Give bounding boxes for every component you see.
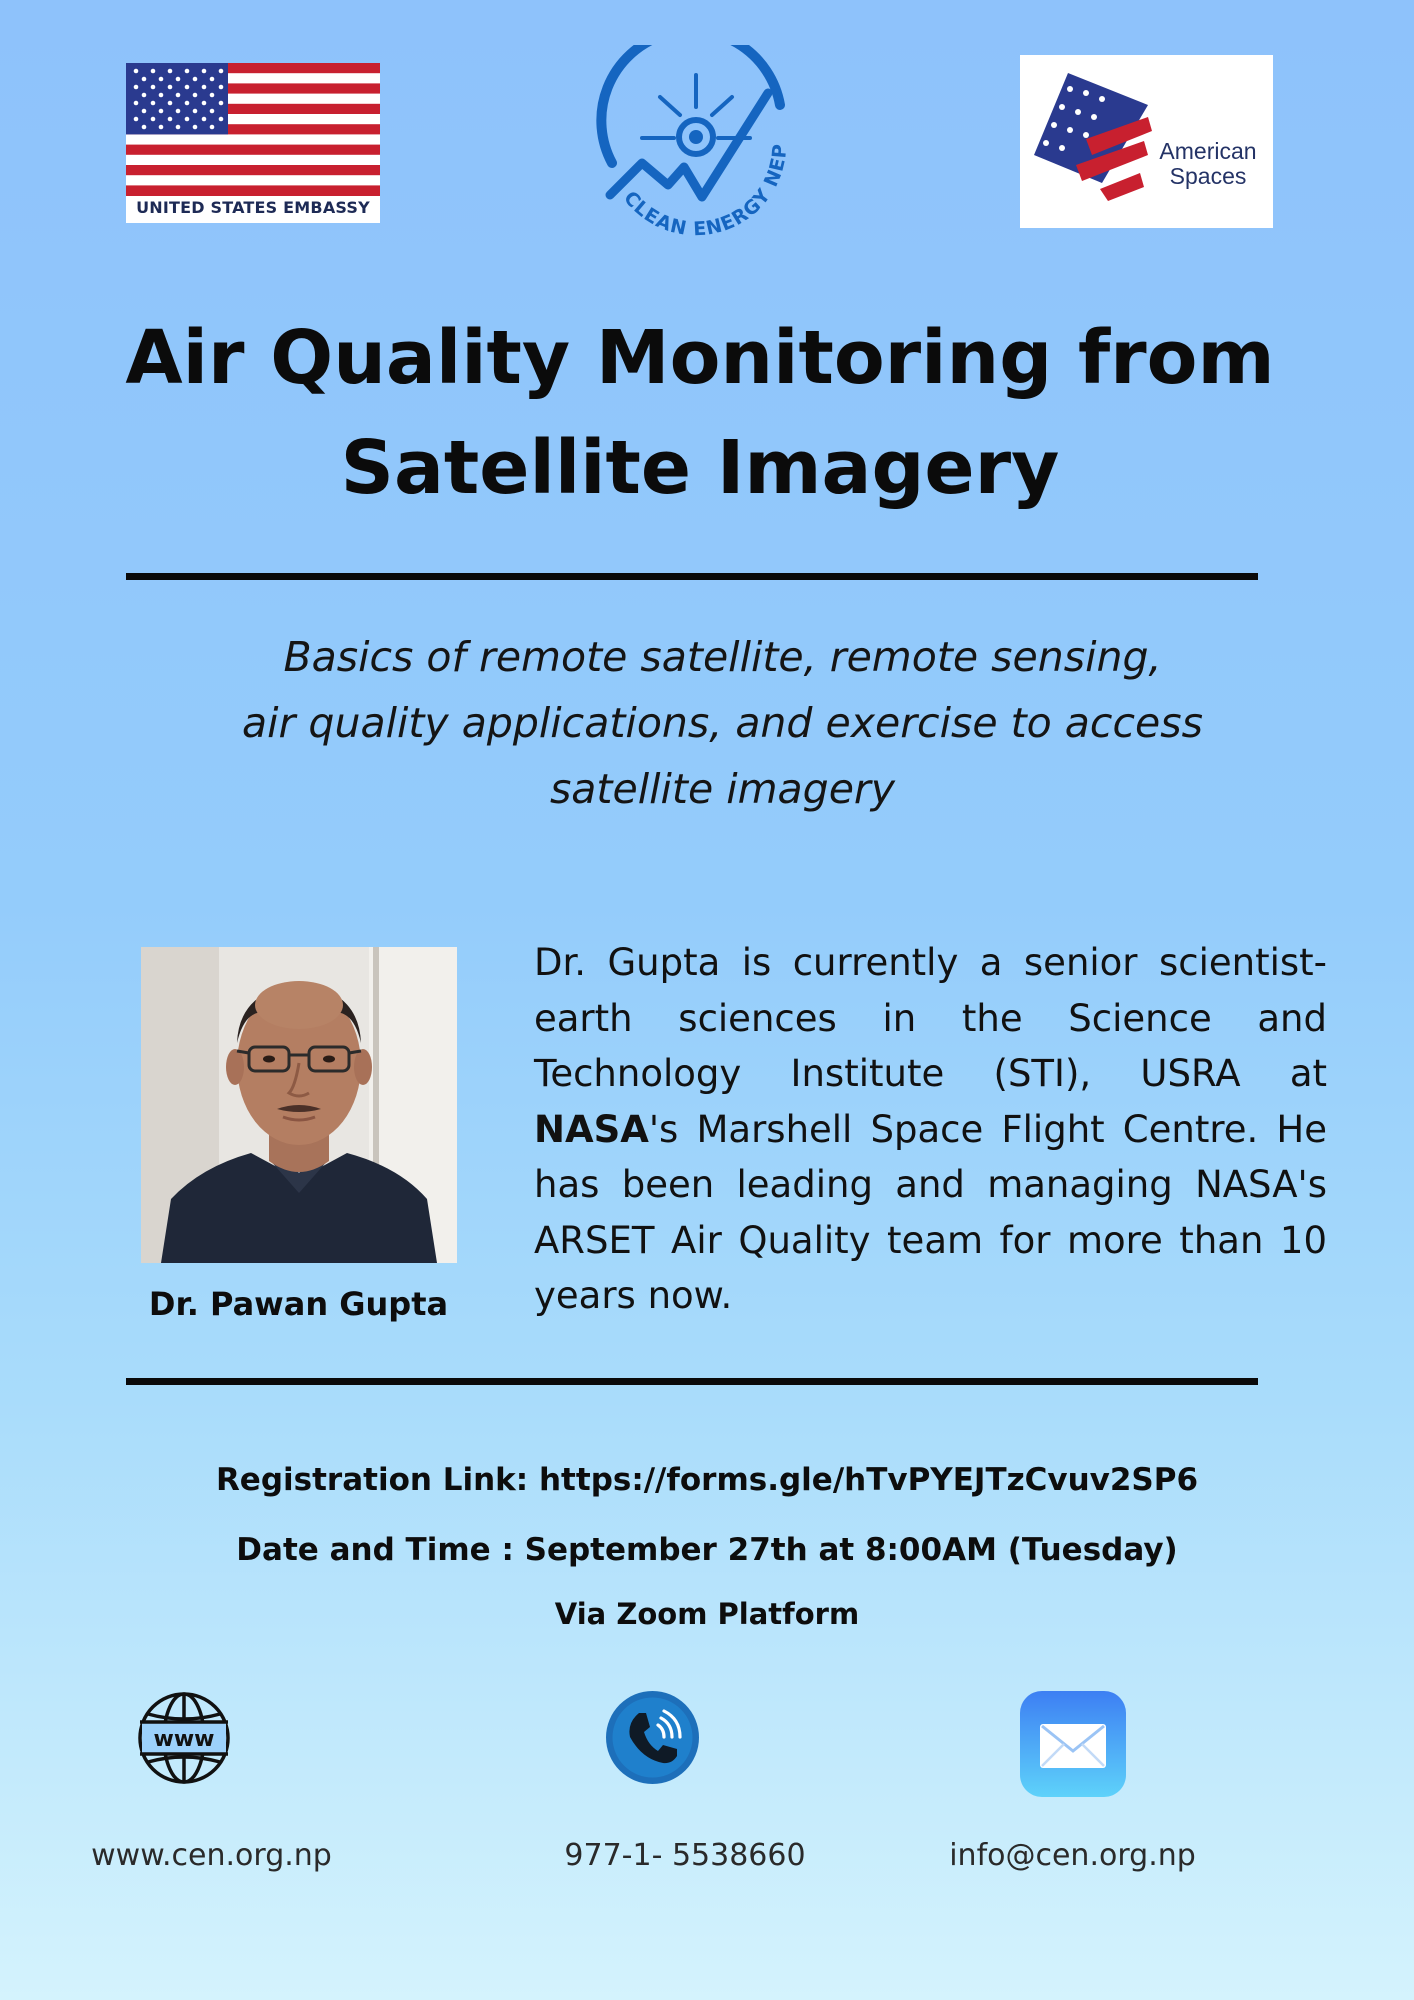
bio-nasa-bold: NASA [534, 1107, 649, 1151]
us-embassy-logo [126, 63, 380, 223]
title-line-2: Satellite Imagery [340, 425, 1060, 511]
speaker-photo [141, 947, 457, 1263]
globe-www-icon[interactable] [136, 1690, 232, 1786]
bio-rest: 's Marshell Space Flight Centre. He has been leading and managing NASA's ARSET Air Quality team for more than 10 years now. [534, 1107, 1327, 1317]
subtitle-line-1: Basics of remote satellite, remote sensing, [283, 633, 1162, 681]
bio-intro: Dr. Gupta is currently a senior scientist-earth sciences in the Science and Technology Institute (STI), USRA at [534, 941, 1327, 1095]
event-datetime: Date and Time : September 27th at 8:00AM (Tuesday) [236, 1532, 1178, 1568]
cen-logo-icon [590, 45, 814, 265]
email-link[interactable]: info@cen.org.np [949, 1838, 1196, 1873]
american-spaces-logo [1020, 55, 1273, 228]
event-platform: Via Zoom Platform [554, 1597, 860, 1631]
speaker-portrait-image [141, 947, 457, 1263]
american-spaces-label-line1: American [1159, 138, 1257, 164]
website-link[interactable]: www.cen.org.np [91, 1838, 332, 1873]
american-spaces-label-line2: Spaces [1169, 163, 1247, 189]
phone-icon[interactable] [606, 1691, 699, 1784]
title-line-1: Air Quality Monitoring from [125, 315, 1275, 401]
divider-top [126, 573, 1258, 580]
www-icon-text: www [153, 1727, 215, 1752]
us-flag-icon [126, 63, 380, 196]
clean-energy-nepal-logo [590, 45, 814, 265]
divider-bottom [126, 1378, 1258, 1385]
embassy-label: UNITED STATES EMBASSY [136, 198, 370, 217]
speaker-bio [534, 935, 1327, 1324]
svg-text:CLEAN ENERGY NEPAL [590, 45, 791, 240]
registration-link[interactable]: Registration Link: https://forms.gle/hTvPYEJTzCvuv2SP6 [215, 1462, 1199, 1498]
subtitle-line-3: satellite imagery [549, 765, 896, 813]
speaker-name: Dr. Pawan Gupta [148, 1285, 449, 1323]
phone-number[interactable]: 977-1- 5538660 [564, 1838, 806, 1873]
cen-logo-text: CLEAN ENERGY NEP [619, 144, 792, 241]
subtitle-line-2: air quality applications, and exercise to access [242, 699, 1203, 747]
mail-icon[interactable] [1020, 1691, 1126, 1797]
subtitle [170, 624, 1275, 822]
page-title [60, 303, 1340, 523]
